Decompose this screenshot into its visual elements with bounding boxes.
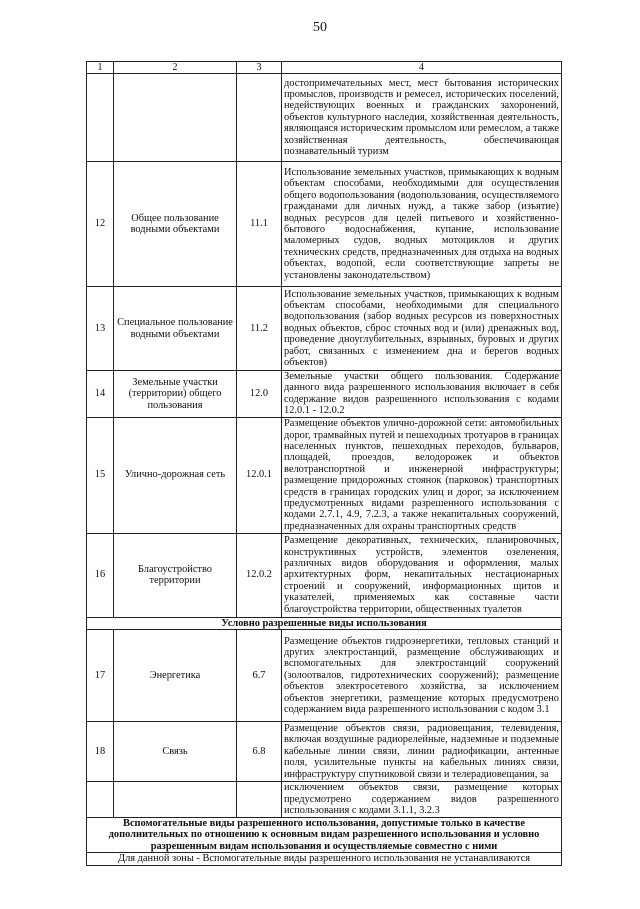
header-col-1: 1 <box>87 62 114 74</box>
header-col-4: 4 <box>282 62 562 74</box>
table-row <box>87 371 562 418</box>
cell-code: 6.8 <box>237 722 282 782</box>
section-title: Условно разрешенные виды использования <box>87 617 562 629</box>
cell-num: 18 <box>87 722 114 782</box>
cell-name: Специальное пользование водными объектами <box>114 287 237 371</box>
section-row-auxiliary <box>87 818 562 853</box>
cell-desc: Использование земельных участков, примыкающих к водным объектам способами, необходимыми для специального водопользования (забор водных ресурсов из поверхностных водных объектов, сброс сточных вод и (или) дренажных вод, проведение дноуглубительных, взрывных, буровых и других работ, связанных с изменением дна и берегов водных объектов) <box>282 287 562 371</box>
cell-name: Улично-дорожная сеть <box>114 417 237 533</box>
cell-num <box>87 74 114 162</box>
cell-code: 12.0.1 <box>237 417 282 533</box>
table-row <box>87 722 562 782</box>
page-number: 50 <box>313 20 327 35</box>
land-use-table <box>86 61 562 866</box>
cell-desc: Размещение объектов гидроэнергетики, тепловых станций и других электростанций, размещение обслуживающих и вспомогательных для электростанций сооружений (золоотвалов, гидротехнических сооружений); размещение объектов электросетевого хозяйства, за исключением объектов энергетики, размещение которых предусмотрено содержанием вида разрешенного использования с кодом 3.1 <box>282 630 562 722</box>
cell-name: Общее пользование водными объектами <box>114 162 237 287</box>
auxiliary-note: Для данной зоны - Вспомогательные виды разрешенного использования не устанавливаются <box>87 853 562 865</box>
table-row <box>87 533 562 617</box>
cell-desc: Использование земельных участков, примыкающих к водным объектам способами, необходимыми для осуществления общего водопользования (водопользования, осуществляемого гражданами для личных нужд, а также забор (изъятие) водных ресурсов для целей питьевого и хозяйственно-бытового водоснабжения, купание, использование маломерных судов, водных мотоциклов и других технических средств, предназначенных для отдыха на водных объектах, водопой, если соответствующие запреты не установлены законодательством) <box>282 162 562 287</box>
cell-name <box>114 74 237 162</box>
cell-name: Благоустройство территории <box>114 533 237 617</box>
cell-num: 15 <box>87 417 114 533</box>
cell-desc: достопримечательных мест, мест бытования исторических промыслов, производств и ремесел, исторических поселений, недействующих военных и гражданских захоронений, объектов культурного наследия, хозяйственная деятельность, являющаяся историческим промыслом или ремеслом, а также хозяйственная деятельность, обеспечивающая познавательный туризм <box>282 74 562 162</box>
cell-num: 16 <box>87 533 114 617</box>
cell-code: 6.7 <box>237 630 282 722</box>
note-row <box>87 853 562 865</box>
cell-name: Связь <box>114 722 237 782</box>
cell-desc: Размещение объектов связи, радиовещания, телевидения, включая воздушные радиорелейные, надземные и подземные кабельные линии связи, линии радиофикации, антенные поля, усилительные пункты на кабельных линиях связи, инфраструктуру спутниковой связи и телерадиовещания, за <box>282 722 562 782</box>
table-row <box>87 287 562 371</box>
cell-desc: Размещение объектов улично-дорожной сети: автомобильных дорог, трамвайных путей и пешеходных тротуаров в границах населенных пунктов, пешеходных переходов, бульваров, площадей, проездов, велодорожек и объектов велотранспортной и инженерной инфраструктуры; размещение придорожных стоянок (парковок) транспортных средств в границах городских улиц и дорог, за исключением предусмотренных видами разрешенного использования с кодами 2.7.1, 4.9, 7.2.3, а также некапитальных сооружений, предназначенных для охраны транспортных средств <box>282 417 562 533</box>
cell-code <box>237 782 282 818</box>
table-row-continued <box>87 74 562 162</box>
cell-num: 17 <box>87 630 114 722</box>
auxiliary-title: Вспомогательные виды разрешенного использования, допустимые только в качестве дополнительных по отношению к основным видам разрешенного использования и условно разрешенным видам использования и осуществляемые совместно с ними <box>87 818 562 853</box>
cell-name <box>114 782 237 818</box>
cell-num: 13 <box>87 287 114 371</box>
cell-num <box>87 782 114 818</box>
table-header-row <box>87 62 562 74</box>
cell-num: 14 <box>87 371 114 418</box>
cell-code: 12.0.2 <box>237 533 282 617</box>
cell-code: 11.2 <box>237 287 282 371</box>
section-row-conditional <box>87 617 562 629</box>
cell-code: 11.1 <box>237 162 282 287</box>
table-row-continuation <box>87 782 562 818</box>
cell-desc: Земельные участки общего пользования. Содержание данного вида разрешенного использования включает в себя содержание видов разрешенного использования с кодами 12.0.1 - 12.0.2 <box>282 371 562 418</box>
header-col-2: 2 <box>114 62 237 74</box>
table-row <box>87 162 562 287</box>
cell-code <box>237 74 282 162</box>
cell-desc: исключением объектов связи, размещение которых предусмотрено содержанием видов разрешенного использования с кодами 3.1.1, 3.2.3 <box>282 782 562 818</box>
cell-num: 12 <box>87 162 114 287</box>
cell-name: Энергетика <box>114 630 237 722</box>
cell-name: Земельные участки (территории) общего пользования <box>114 371 237 418</box>
cell-desc: Размещение декоративных, технических, планировочных, конструктивных устройств, элементов озеленения, различных видов оборудования и оформления, малых архитектурных форм, некапитальных нестационарных строений и сооружений, информационных щитов и указателей, применяемых как составные части благоустройства территории, общественных туалетов <box>282 533 562 617</box>
table-row <box>87 630 562 722</box>
header-col-3: 3 <box>237 62 282 74</box>
cell-code: 12.0 <box>237 371 282 418</box>
table-row <box>87 417 562 533</box>
